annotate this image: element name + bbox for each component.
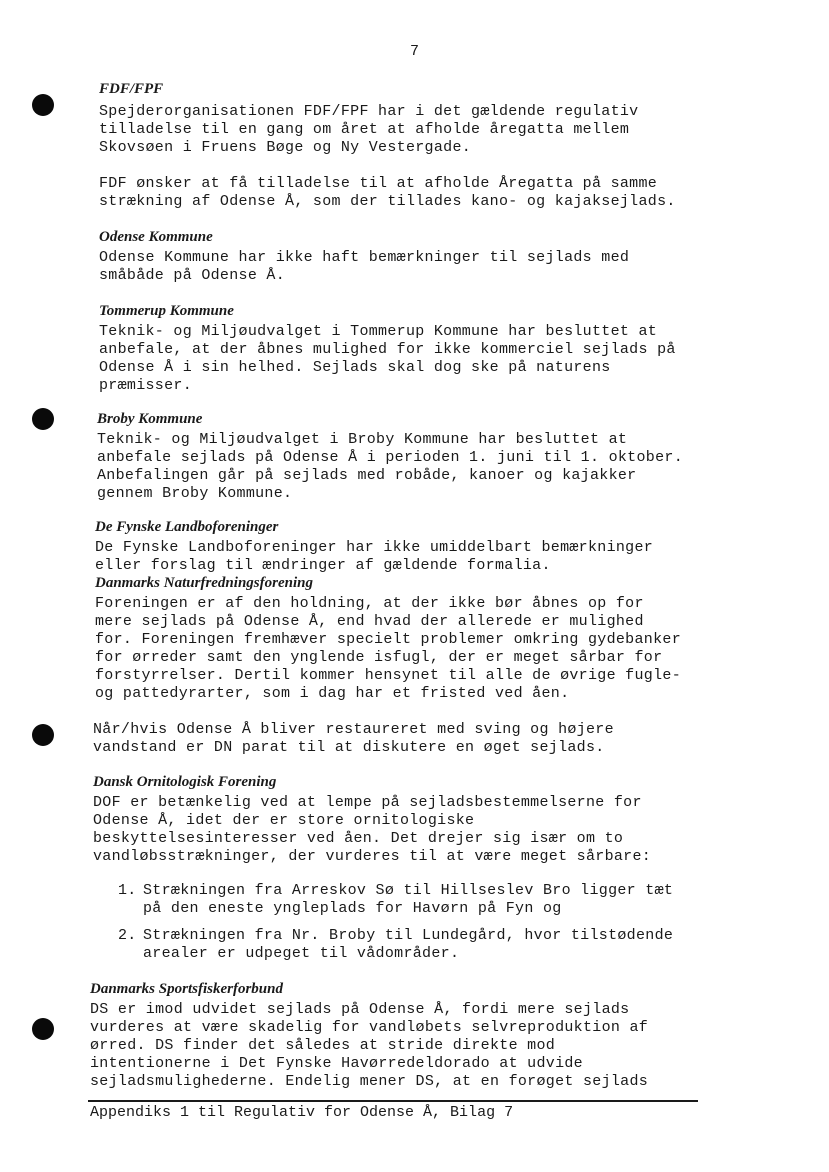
text-line: DOF er betænkelig ved at lempe på sejladsbestemmelserne for bbox=[93, 794, 642, 811]
section-heading: Danmarks Sportsfiskerforbund bbox=[90, 981, 283, 997]
text-line: FDF ønsker at få tilladelse til at afholde Åregatta på samme bbox=[99, 175, 658, 192]
text-line: tilladelse til en gang om året at afholde åregatta mellem bbox=[99, 121, 630, 138]
section-heading: De Fynske Landboforeninger bbox=[95, 519, 279, 535]
section-heading: Broby Kommune bbox=[97, 411, 203, 427]
text-line: strækning af Odense Å, som der tillades kano- og kajaksejlads. bbox=[99, 193, 676, 210]
section-heading: Dansk Ornitologisk Forening bbox=[93, 774, 277, 790]
section-heading: Tommerup Kommune bbox=[99, 303, 234, 319]
text-line: småbåde på Odense Å. bbox=[99, 267, 286, 284]
footer-divider bbox=[88, 1100, 698, 1102]
text-line: Skovsøen i Fruens Bøge og Ny Vestergade. bbox=[99, 139, 472, 156]
text-line: De Fynske Landboforeninger har ikke umiddelbart bemærkninger bbox=[95, 539, 654, 556]
text-line: på den eneste yngleplads for Havørn på Fyn og bbox=[143, 900, 562, 917]
section-heading: FDF/FPF bbox=[99, 81, 164, 97]
punch-hole bbox=[32, 724, 54, 746]
page-footer: Appendiks 1 til Regulativ for Odense Å, Bilag 7 bbox=[90, 1104, 514, 1121]
text-line: Strækningen fra Nr. Broby til Lundegård, hvor tilstødende bbox=[143, 927, 674, 944]
text-line: og pattedyrarter, som i dag har et fristed ved åen. bbox=[95, 685, 570, 702]
list-number: 2. bbox=[118, 927, 137, 944]
text-line: vurderes at være skadelig for vandløbets selvreproduktion af bbox=[90, 1019, 649, 1036]
text-line: arealer er udpeget til vådområder. bbox=[143, 945, 460, 962]
text-line: Odense Kommune har ikke haft bemærkninger til sejlads med bbox=[99, 249, 630, 266]
text-line: præmisser. bbox=[99, 377, 193, 394]
text-line: Odense Å i sin helhed. Sejlads skal dog ske på naturens bbox=[99, 359, 611, 376]
text-line: intentionerne i Det Fynske Havørredeldorado at udvide bbox=[90, 1055, 583, 1072]
text-line: for. Foreningen fremhæver specielt problemer omkring gydebanker bbox=[95, 631, 681, 648]
section-heading: Odense Kommune bbox=[99, 229, 213, 245]
text-line: vandløbsstrækninger, der vurderes til at være meget sårbare: bbox=[93, 848, 652, 865]
text-line: DS er imod udvidet sejlads på Odense Å, fordi mere sejlads bbox=[90, 1001, 630, 1018]
text-line: gennem Broby Kommune. bbox=[97, 485, 293, 502]
punch-hole bbox=[32, 408, 54, 430]
punch-hole bbox=[32, 1018, 54, 1040]
text-line: beskyttelsesinteresser ved åen. Det drejer sig især om to bbox=[93, 830, 624, 847]
text-line: Spejderorganisationen FDF/FPF har i det gældende regulativ bbox=[99, 103, 639, 120]
text-line: mere sejlads på Odense Å, end hvad der allerede er mulighed bbox=[95, 613, 644, 630]
text-line: sejladsmulighederne. Endelig mener DS, at en forøget sejlads bbox=[90, 1073, 649, 1090]
text-line: Anbefalingen går på sejlads med robåde, kanoer og kajakker bbox=[97, 467, 637, 484]
punch-hole bbox=[32, 94, 54, 116]
text-line: anbefale sejlads på Odense Å i perioden 1. juni til 1. oktober. bbox=[97, 449, 683, 466]
text-line: Teknik- og Miljøudvalget i Tommerup Kommune har besluttet at bbox=[99, 323, 658, 340]
list-number: 1. bbox=[118, 882, 137, 899]
text-line: Når/hvis Odense Å bliver restaureret med sving og højere bbox=[93, 721, 614, 738]
text-line: vandstand er DN parat til at diskutere en øget sejlads. bbox=[93, 739, 605, 756]
text-line: Foreningen er af den holdning, at der ikke bør åbnes op for bbox=[95, 595, 644, 612]
text-line: ørred. DS finder det således at stride direkte mod bbox=[90, 1037, 556, 1054]
text-line: eller forslag til ændringer af gældende formalia. bbox=[95, 557, 551, 574]
text-line: Teknik- og Miljøudvalget i Broby Kommune har besluttet at bbox=[97, 431, 628, 448]
text-line: anbefale, at der åbnes mulighed for ikke kommerciel sejlads på bbox=[99, 341, 676, 358]
text-line: Strækningen fra Arreskov Sø til Hillseslev Bro ligger tæt bbox=[143, 882, 674, 899]
text-line: Odense Å, idet der er store ornitologiske bbox=[93, 812, 475, 829]
text-line: forstyrrelser. Dertil kommer hensynet til alle de øvrige fugle- bbox=[95, 667, 681, 684]
text-line: for ørreder samt den ynglende isfugl, der er meget sårbar for bbox=[95, 649, 663, 666]
page-number: 7 bbox=[409, 43, 419, 60]
section-heading: Danmarks Naturfredningsforening bbox=[95, 575, 313, 591]
